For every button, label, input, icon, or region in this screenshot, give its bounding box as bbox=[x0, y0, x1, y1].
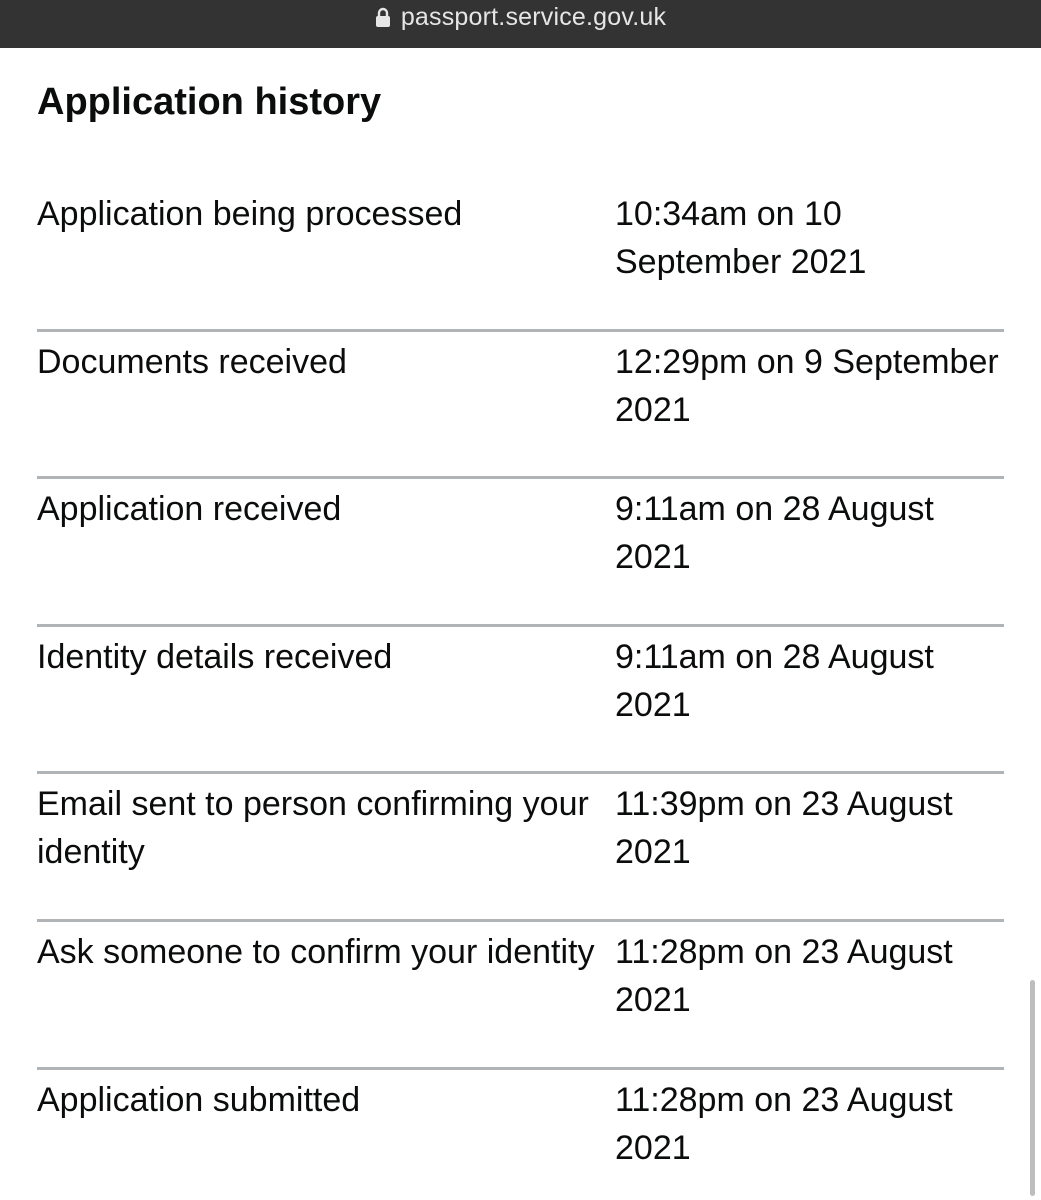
page-title: Application history bbox=[37, 81, 382, 123]
history-event-label: Application received bbox=[37, 490, 342, 529]
history-row bbox=[37, 332, 1004, 480]
history-row bbox=[37, 1070, 1004, 1200]
history-event-time: 11:39pm on 23 August 2021 bbox=[615, 785, 953, 872]
history-event-label: Application being processed bbox=[37, 195, 463, 233]
history-event-label: Email sent to person confirming your identity bbox=[37, 785, 589, 872]
history-event-time: 10:34am on 10 September 2021 bbox=[615, 195, 867, 281]
history-event-time: 9:11am on 28 August 2021 bbox=[615, 490, 934, 577]
history-event-time: 11:28pm on 23 August 2021 bbox=[615, 932, 953, 1019]
history-row bbox=[37, 774, 1004, 922]
history-row bbox=[37, 627, 1004, 775]
history-event-label: Application submitted bbox=[37, 1080, 361, 1119]
address-container[interactable] bbox=[375, 2, 666, 32]
scrollbar-thumb[interactable] bbox=[1030, 980, 1035, 1196]
browser-address-bar[interactable] bbox=[0, 0, 1041, 48]
history-row bbox=[37, 479, 1004, 627]
history-event-time: 9:11am on 28 August 2021 bbox=[615, 637, 934, 724]
history-event-label: Ask someone to confirm your identity bbox=[37, 932, 595, 971]
url-text[interactable]: passport.service.gov.uk bbox=[400, 2, 667, 31]
lock-icon bbox=[375, 7, 391, 27]
history-row bbox=[37, 922, 1004, 1070]
history-event-label: Identity details received bbox=[37, 637, 393, 676]
history-event-label: Documents received bbox=[37, 342, 347, 381]
history-event-time: 12:29pm on 9 September 2021 bbox=[615, 342, 999, 429]
history-row bbox=[37, 184, 1004, 332]
history-event-time: 11:28pm on 23 August 2021 bbox=[615, 1080, 953, 1167]
application-history-list bbox=[37, 184, 1004, 1200]
